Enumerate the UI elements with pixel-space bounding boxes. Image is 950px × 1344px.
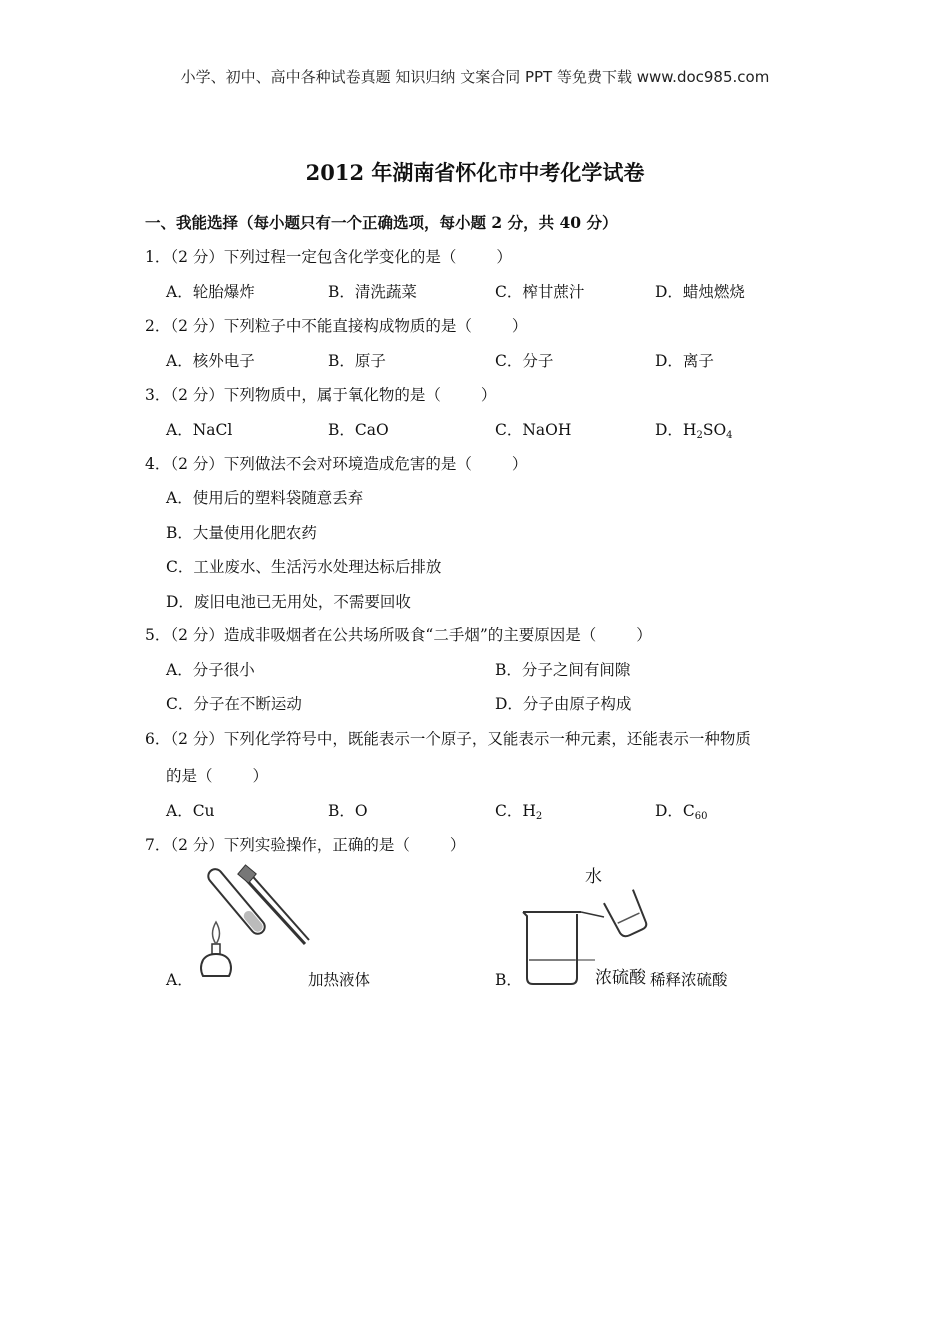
question-4-stem: 4．（2 分）下列做法不会对环境造成危害的是（ ） bbox=[145, 455, 528, 473]
question-4-option-d: D．废旧电池已无用处，不需要回收 bbox=[166, 593, 411, 611]
question-7-stem: 7．（2 分）下列实验操作，正确的是（ ） bbox=[145, 836, 466, 854]
question-3-option-b: B．CaO bbox=[328, 421, 389, 439]
question-4-option-b: B．大量使用化肥农药 bbox=[166, 524, 317, 542]
question-3-option-d: D．$H_2SO_4$ bbox=[655, 421, 733, 441]
question-7-option-b: B． bbox=[495, 971, 522, 989]
question-2-stem: 2．（2 分）下列粒子中不能直接构成物质的是（ ） bbox=[145, 317, 528, 335]
question-7-option-a: A． bbox=[166, 971, 193, 989]
question-1-option-d: D．蜡烛燃烧 bbox=[655, 283, 745, 301]
question-5-option-d: D．分子由原子构成 bbox=[495, 695, 632, 713]
question-2-option-b: B．原子 bbox=[328, 352, 386, 370]
question-1-option-a: A．轮胎爆炸 bbox=[166, 283, 255, 301]
question-5-stem: 5．（2 分）造成非吸烟者在公共场所吸食“二手烟”的主要原因是（ ） bbox=[145, 626, 652, 644]
question-3-stem: 3．（2 分）下列物质中，属于氧化物的是（ ） bbox=[145, 386, 497, 404]
question-1-stem: 1．（2 分）下列过程一定包含化学变化的是（ ） bbox=[145, 248, 512, 266]
question-2-option-a: A．核外电子 bbox=[166, 352, 255, 370]
figure-label-water: 水 bbox=[585, 867, 602, 887]
question-1-option-c: C．榨甘蔗汁 bbox=[495, 283, 585, 301]
question-1-option-b: B．清洗蔬菜 bbox=[328, 283, 417, 301]
question-5-option-b: B．分子之间有间隙 bbox=[495, 661, 631, 679]
question-6-option-c: C．$H_2$ bbox=[495, 802, 543, 822]
figure-label-acid: 浓硫酸 bbox=[595, 968, 646, 988]
page-header: 小学、初中、高中各种试卷真题 知识归纳 文案合同 PPT 等免费下载 www.doc985.com bbox=[180, 68, 770, 86]
question-7-option-b-caption: 稀释浓硫酸 bbox=[650, 971, 728, 989]
question-3-option-c: C．NaOH bbox=[495, 421, 572, 439]
question-6-option-a: A．Cu bbox=[166, 802, 215, 820]
question-5-option-c: C．分子在不断运动 bbox=[166, 695, 302, 713]
question-6-option-b: B．O bbox=[328, 802, 368, 820]
question-4-option-c: C．工业废水、生活污水处理达标后排放 bbox=[166, 558, 442, 576]
question-6-stem-continued: 的是（ ） bbox=[166, 767, 269, 785]
question-3-option-a: A．NaCl bbox=[166, 421, 233, 439]
question-6-option-d: D．$C_{60}$ bbox=[655, 802, 708, 822]
question-5-option-a: A．分子很小 bbox=[166, 661, 255, 679]
question-4-option-a: A．使用后的塑料袋随意丢弃 bbox=[166, 489, 364, 507]
question-2-option-d: D．离子 bbox=[655, 352, 714, 370]
section-heading: 一、我能选择（每小题只有一个正确选项，每小题 2 分，共 40 分） bbox=[145, 213, 618, 232]
question-2-option-c: C．分子 bbox=[495, 352, 554, 370]
heating-liquid-figure bbox=[185, 860, 315, 988]
question-7-option-a-caption: 加热液体 bbox=[308, 971, 371, 989]
page-title: 2012 年湖南省怀化市中考化学试卷 bbox=[305, 160, 645, 185]
question-6-stem: 6．（2 分）下列化学符号中，既能表示一个原子，又能表示一种元素，还能表示一种物质 bbox=[145, 730, 751, 748]
